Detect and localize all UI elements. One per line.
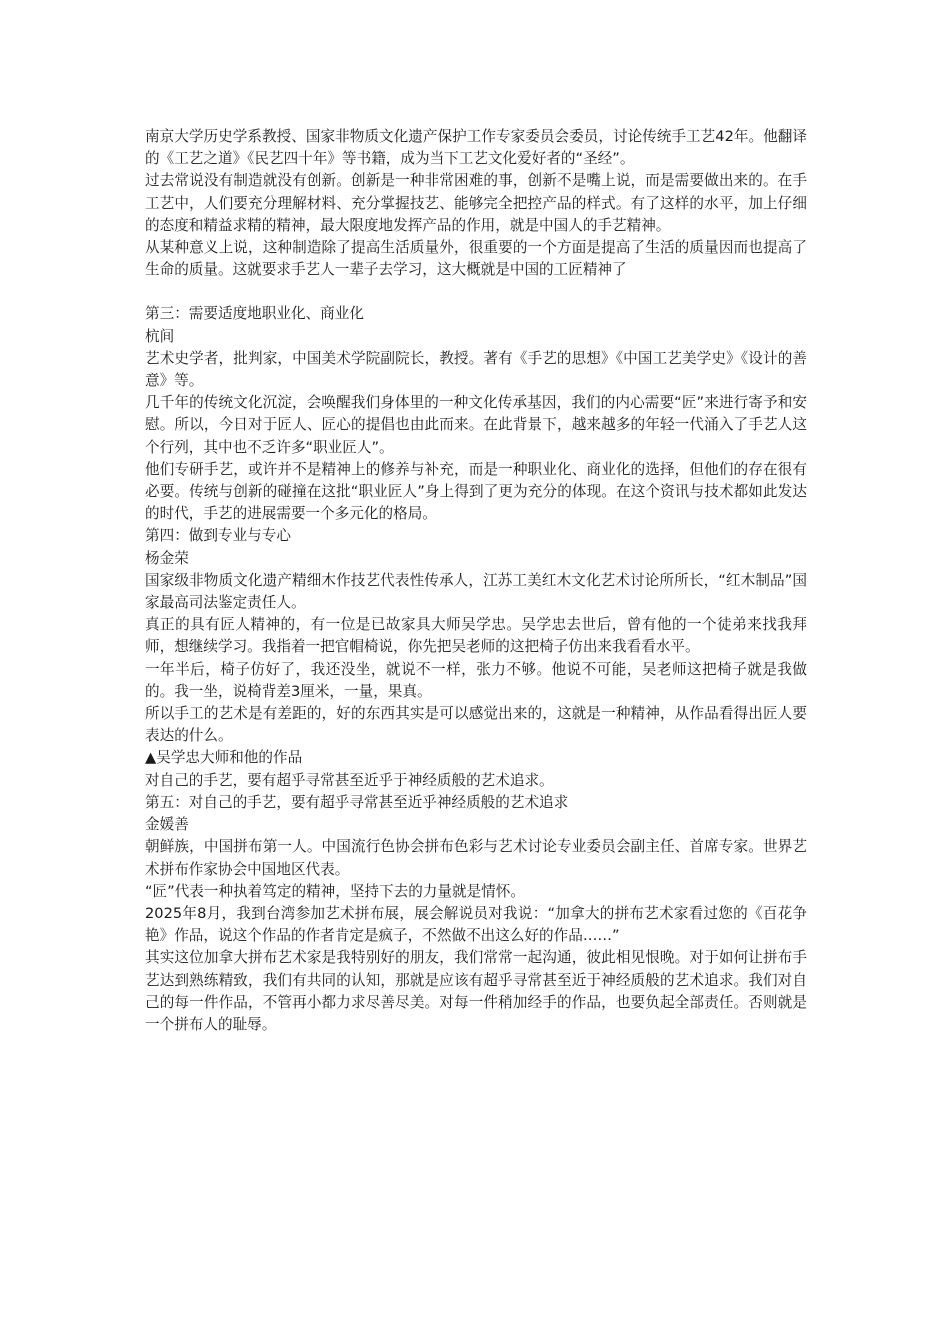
paragraph: 几千年的传统文化沉淀，会唤醒我们身体里的一种文化传承基因，我们的内心需要“匠”来进行寄予和安慰。所以，今日对于匠人、匠心的提倡也由此而来。在此背景下，越来越多的年轻一代涌入了手艺人这个行列，其中也不乏许多“职业匠人”。: [145, 394, 807, 456]
author-name: 杭间: [145, 327, 175, 345]
author-bio: 国家级非物质文化遗产精细木作技艺代表性传承人，江苏工美红木文化艺术讨论所所长，“红木制品”国家最高司法鉴定责任人。: [145, 571, 807, 612]
paragraph: 对自己的手艺，要有超乎寻常甚至近乎于神经质般的艺术追求。: [145, 771, 554, 789]
document-body: [145, 126, 807, 1036]
author-bio: 艺术史学者，批判家，中国美术学院副院长，教授。著有《手艺的思想》《中国工艺美学史》《设计的善意》等。: [145, 349, 807, 390]
section-heading: 第五：对自己的手艺，要有超乎寻常甚至近乎神经质般的艺术追求: [145, 793, 569, 811]
paragraph: 过去常说没有制造就没有创新。创新是一种非常困难的事，创新不是嘴上说，而是需要做出来的。在手工艺中，人们要充分理解材料、充分掌握技艺、能够完全把控产品的样式。有了这样的水平，加上仔细的态度和精益求精的精神，最大限度地发挥产品的作用，就是中国人的手艺精神。: [145, 172, 807, 234]
paragraph: 其实这位加拿大拼布艺术家是我特别好的朋友，我们常常一起沟通，彼此相见恨晚。对于如何让拼布手艺达到熟练精致，我们有共同的认知，那就是应该有超乎寻常甚至近于神经质般的艺术追求。我们对自己的每一件作品，不管再小都力求尽善尽美。对每一件稍加经手的作品，也要负起全部责任。否则就是一个拼布人的耻辱。: [145, 949, 807, 1033]
paragraph: 所以手工的艺术是有差距的，好的东西其实是可以感觉出来的，这就是一种精神，从作品看得出匠人要表达的什么。: [145, 705, 807, 745]
paragraph: “匠”代表一种执着笃定的精神，坚持下去的力量就是情怀。: [145, 882, 525, 900]
paragraph: 他们专研手艺，或许并不是精神上的修养与补充，而是一种职业化、商业化的选择，但他们的存在很有必要。传统与创新的碰撞在这批“职业匠人”身上得到了更为充分的体现。在这个资讯与技术都如此发达的时代，手艺的进展需要一个多元化的格局。: [145, 460, 807, 523]
section-heading: 第三：需要适度地职业化、商业化: [145, 305, 364, 323]
paragraph: 真正的具有匠人精神的，有一位是已故家具大师吴学忠。吴学忠去世后，曾有他的一个徒弟来找我拜师，想继续学习。我指着一把官帽椅说，你先把吴老师的这把椅子仿出来我看看水平。: [145, 616, 807, 656]
image-caption: ▲吴学忠大师和他的作品: [145, 749, 303, 767]
blank-line: [145, 281, 807, 303]
paragraph: 南京大学历史学系教授、国家非物质文化遗产保护工作专家委员会委员，讨论传统手工艺42年。他翻译的《工艺之道》《民艺四十年》等书籍，成为当下工艺文化爱好者的“圣经”。: [145, 128, 807, 168]
author-name: 杨金荣: [145, 549, 189, 567]
author-bio: 朝鲜族，中国拼布第一人。中国流行色协会拼布色彩与艺术讨论专业委员会副主任、首席专家。世界艺术拼布作家协会中国地区代表。: [145, 838, 807, 878]
section-heading: 第四：做到专业与专心: [145, 527, 291, 545]
paragraph: 从某种意义上说，这种制造除了提高生活质量外，很重要的一个方面是提高了生活的质量因而也提高了生命的质量。这就要求手艺人一辈子去学习，这大概就是中国的工匠精神了: [145, 239, 807, 279]
paragraph: 2025年8月，我到台湾参加艺术拼布展，展会解说员对我说：“加拿大的拼布艺术家看过您的《百花争艳》作品，说这个作品的作者肯定是疯子，不然做不出这么好的作品……”: [145, 904, 807, 945]
author-name: 金媛善: [145, 816, 189, 834]
paragraph: 一年半后，椅子仿好了，我还没坐，就说不一样，张力不够。他说不可能，吴老师这把椅子就是我做的。我一坐，说椅背差3厘米，一量，果真。: [145, 660, 807, 700]
